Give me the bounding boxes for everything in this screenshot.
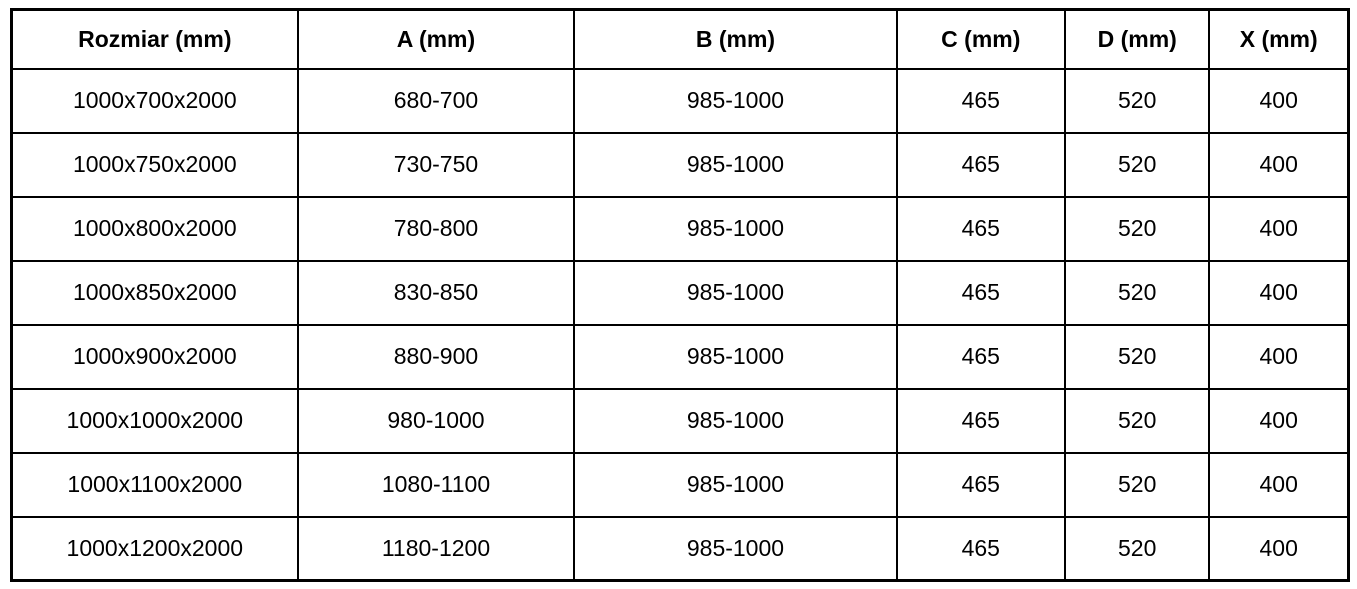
table-cell: 1000x1000x2000 — [12, 389, 298, 453]
table-row — [12, 69, 1349, 133]
table-cell: 520 — [1065, 261, 1209, 325]
table-cell: 730-750 — [298, 133, 575, 197]
table-cell: 465 — [897, 133, 1065, 197]
table-cell: 465 — [897, 197, 1065, 261]
size-spec-table — [10, 8, 1350, 582]
table-row — [12, 453, 1349, 517]
table-cell: 985-1000 — [574, 517, 896, 581]
column-header-x: X (mm) — [1209, 10, 1348, 69]
table-cell: 400 — [1209, 517, 1348, 581]
table-cell: 1000x850x2000 — [12, 261, 298, 325]
table-cell: 1080-1100 — [298, 453, 575, 517]
table-row — [12, 197, 1349, 261]
table-cell: 780-800 — [298, 197, 575, 261]
table-cell: 985-1000 — [574, 261, 896, 325]
column-header-a: A (mm) — [298, 10, 575, 69]
table-cell: 680-700 — [298, 69, 575, 133]
table-cell: 1000x900x2000 — [12, 325, 298, 389]
table-cell: 465 — [897, 261, 1065, 325]
table-cell: 400 — [1209, 133, 1348, 197]
table-cell: 985-1000 — [574, 133, 896, 197]
table-cell: 400 — [1209, 389, 1348, 453]
table-cell: 980-1000 — [298, 389, 575, 453]
table-cell: 520 — [1065, 453, 1209, 517]
table-cell: 985-1000 — [574, 453, 896, 517]
table-cell: 520 — [1065, 197, 1209, 261]
table-cell: 1000x1100x2000 — [12, 453, 298, 517]
table-cell: 985-1000 — [574, 197, 896, 261]
table-cell: 400 — [1209, 325, 1348, 389]
table-row — [12, 133, 1349, 197]
table-row — [12, 325, 1349, 389]
column-header-b: B (mm) — [574, 10, 896, 69]
table-row — [12, 261, 1349, 325]
table-cell: 1000x700x2000 — [12, 69, 298, 133]
table-cell: 985-1000 — [574, 325, 896, 389]
table-cell: 465 — [897, 325, 1065, 389]
table-cell: 1000x1200x2000 — [12, 517, 298, 581]
table-cell: 880-900 — [298, 325, 575, 389]
table-cell: 400 — [1209, 197, 1348, 261]
table-cell: 520 — [1065, 517, 1209, 581]
table-cell: 985-1000 — [574, 389, 896, 453]
table-cell: 985-1000 — [574, 69, 896, 133]
table-cell: 830-850 — [298, 261, 575, 325]
table-row — [12, 389, 1349, 453]
table-cell: 520 — [1065, 325, 1209, 389]
table-cell: 520 — [1065, 69, 1209, 133]
table-cell: 465 — [897, 389, 1065, 453]
table-head — [12, 10, 1349, 69]
table-cell: 400 — [1209, 261, 1348, 325]
table-cell: 520 — [1065, 133, 1209, 197]
table-cell: 1000x750x2000 — [12, 133, 298, 197]
table-cell: 465 — [897, 69, 1065, 133]
table-cell: 465 — [897, 517, 1065, 581]
table-cell: 400 — [1209, 69, 1348, 133]
table-cell: 1000x800x2000 — [12, 197, 298, 261]
table-cell: 520 — [1065, 389, 1209, 453]
table-row — [12, 517, 1349, 581]
table-cell: 400 — [1209, 453, 1348, 517]
table-body — [12, 69, 1349, 581]
table-cell: 465 — [897, 453, 1065, 517]
table-cell: 1180-1200 — [298, 517, 575, 581]
header-row — [12, 10, 1349, 69]
column-header-rozmiar: Rozmiar (mm) — [12, 10, 298, 69]
column-header-c: C (mm) — [897, 10, 1065, 69]
column-header-d: D (mm) — [1065, 10, 1209, 69]
